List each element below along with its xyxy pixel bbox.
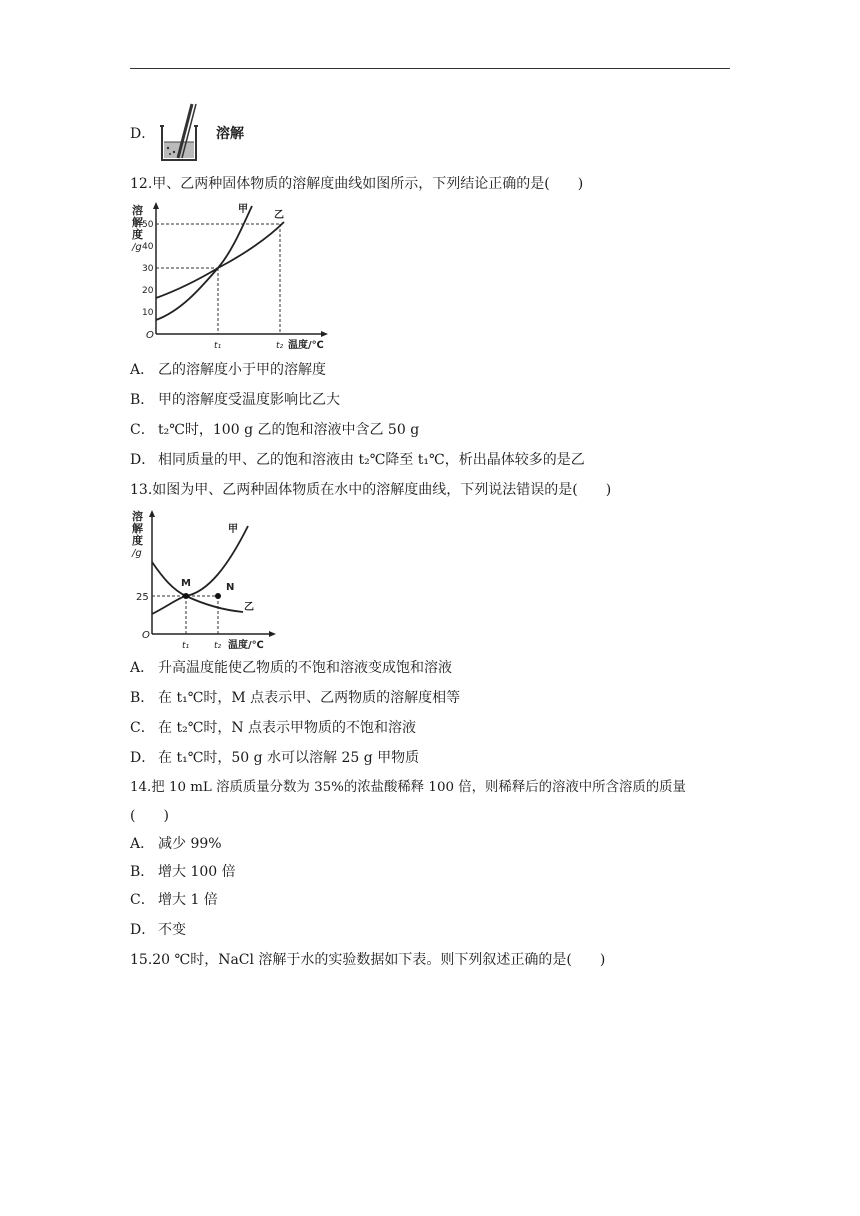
- q14-option-d: [130, 920, 186, 940]
- option-letter: B．: [130, 392, 155, 408]
- q12-solubility-chart: [128, 200, 338, 350]
- option-text: 在 t₂℃时，N 点表示甲物质的不饱和溶液: [158, 720, 417, 736]
- option-text: 在 t₁℃时，50 g 水可以溶解 25 g 甲物质: [158, 750, 420, 766]
- q15-stem: 15.20 ℃时，NaCl 溶解于水的实验数据如下表。则下列叙述正确的是( ): [130, 952, 606, 968]
- option-text: 增大 1 倍: [158, 892, 218, 908]
- q11-option-d: [130, 124, 155, 144]
- option-letter: A．: [130, 660, 155, 676]
- option-letter: C．: [130, 892, 155, 908]
- q14-option-c: [130, 890, 218, 910]
- q12-option-c: [130, 420, 419, 440]
- option-text: 升高温度能使乙物质的不饱和溶液变成饱和溶液: [158, 660, 452, 676]
- q12-stem: 12.甲、乙两种固体物质的溶解度曲线如图所示，下列结论正确的是( ): [130, 176, 584, 192]
- x-tick: t₂: [276, 341, 284, 350]
- series-label: 甲: [238, 204, 248, 215]
- option-text: 甲的溶解度受温度影响比乙大: [158, 392, 340, 408]
- x-tick: t₂: [214, 641, 222, 651]
- x-label: 温度/℃: [228, 640, 264, 651]
- y-label-char: 溶: [132, 204, 143, 217]
- header-rule: [130, 68, 730, 69]
- q12-option-d: [130, 450, 585, 470]
- q13-option-a: [130, 658, 452, 678]
- option-letter: D．: [130, 452, 156, 468]
- beaker-figure: [156, 100, 266, 166]
- y-label-char: 解: [132, 522, 143, 535]
- series-label: 乙: [244, 602, 254, 613]
- option-letter: A．: [130, 362, 155, 378]
- option-text: 不变: [158, 922, 186, 938]
- option-letter: D．: [130, 922, 156, 938]
- q13-stem: 13.如图为甲、乙两种固体物质在水中的溶解度曲线，下列说法错误的是( ): [130, 482, 612, 498]
- option-text: 在 t₁℃时，M 点表示甲、乙两物质的溶解度相等: [158, 690, 461, 706]
- option-letter: A．: [130, 836, 155, 852]
- y-label-char: /g: [132, 242, 142, 253]
- option-letter: D．: [130, 750, 156, 766]
- series-label: 甲: [228, 524, 238, 535]
- option-text: 增大 100 倍: [158, 864, 236, 880]
- option-letter: C．: [130, 422, 155, 438]
- y-tick: 50: [142, 220, 154, 230]
- point-n: [215, 593, 221, 599]
- point-label: M: [181, 578, 191, 589]
- curve-yi: [156, 222, 284, 298]
- origin-label: O: [142, 630, 150, 641]
- y-tick: 30: [142, 264, 154, 274]
- q14-stem-line1: 14.把 10 mL 溶质质量分数为 35%的浓盐酸稀释 100 倍，则稀释后的溶液中所含溶质的质量: [130, 780, 686, 795]
- q13-solubility-chart: [128, 506, 288, 652]
- point-label: N: [226, 582, 235, 593]
- q14-option-b: [130, 862, 236, 882]
- curve-jia: [152, 526, 248, 614]
- q12-option-a: [130, 360, 326, 380]
- y-tick: 20: [142, 286, 154, 296]
- y-label-char: 度: [132, 534, 143, 547]
- y-label-char: 度: [132, 228, 143, 241]
- y-label-char: /g: [132, 548, 142, 559]
- curve-jia: [156, 206, 252, 320]
- y-tick: 10: [142, 308, 154, 318]
- x-label: 温度/℃: [288, 340, 324, 350]
- q13-option-d: [130, 748, 419, 768]
- x-tick: t₁: [182, 641, 190, 651]
- origin-label: O: [146, 330, 154, 341]
- option-text: t₂℃时，100 g 乙的饱和溶液中含乙 50 g: [158, 422, 420, 438]
- y-label-char: 解: [132, 216, 143, 229]
- option-text: 乙的溶解度小于甲的溶解度: [158, 362, 326, 378]
- q14-option-a: [130, 834, 222, 854]
- series-label: 乙: [274, 210, 284, 221]
- beaker-caption: 溶解: [216, 126, 244, 142]
- q14-stem-line2: ( ): [130, 808, 169, 824]
- point-m: [183, 593, 189, 599]
- x-tick: t₁: [214, 341, 222, 350]
- option-letter: B．: [130, 690, 155, 706]
- option-text: 相同质量的甲、乙的饱和溶液由 t₂℃降至 t₁℃，析出晶体较多的是乙: [158, 452, 585, 468]
- q13-option-b: [130, 688, 460, 708]
- q12-option-b: [130, 390, 340, 410]
- q13-option-c: [130, 718, 416, 738]
- y-tick: 40: [142, 242, 154, 252]
- y-label-char: 溶: [132, 510, 143, 523]
- option-text: 减少 99%: [158, 836, 222, 852]
- option-letter: C．: [130, 720, 155, 736]
- y-tick: 25: [136, 592, 149, 603]
- option-letter: D．: [130, 126, 156, 142]
- option-letter: B．: [130, 864, 155, 880]
